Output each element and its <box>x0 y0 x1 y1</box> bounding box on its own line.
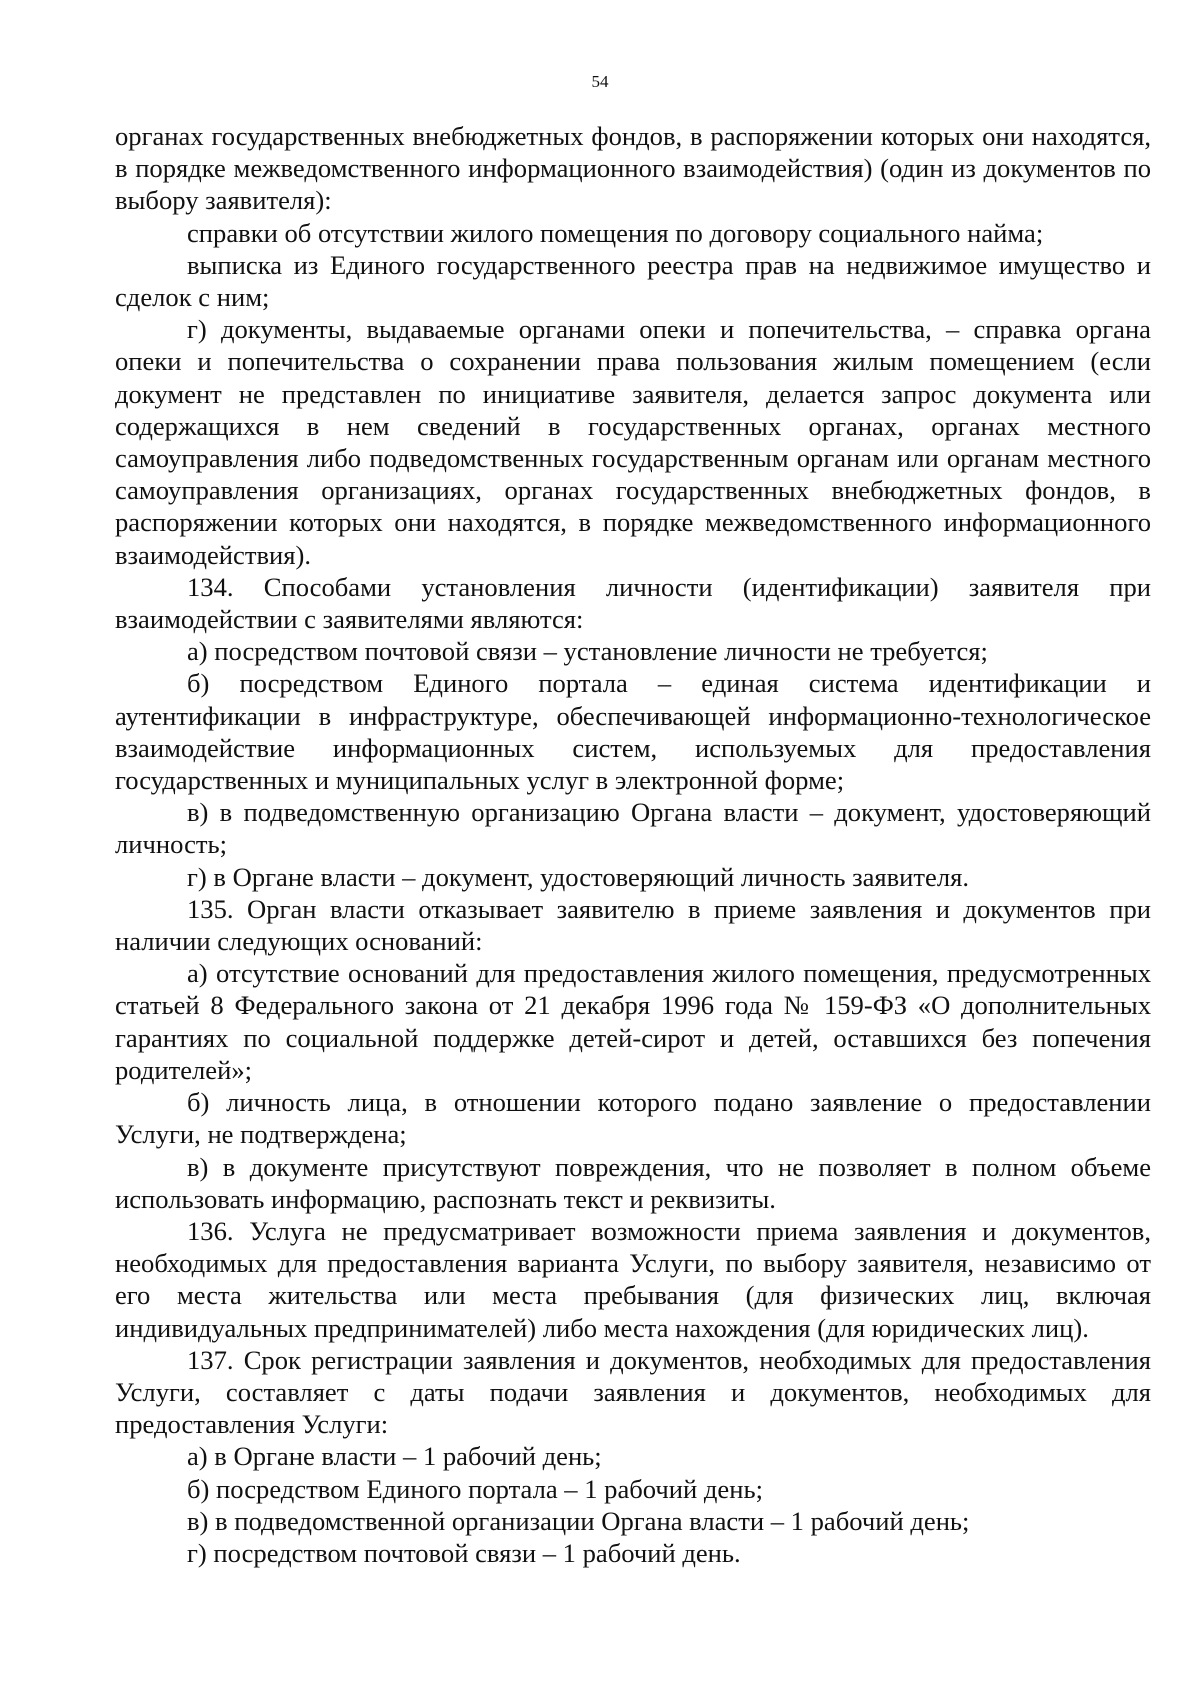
paragraph: а) посредством почтовой связи – установление личности не требуется; <box>187 636 988 667</box>
paragraph: г) документы, выдаваемые органами опеки и попечительства, – справка органа опеки и попечительства о сохранении права пользования жилым помещением (если документ не представлен по инициативе заявителя, делается запрос документа или содержащихся в нем сведений в государственных органах, органах местного самоуправления либо подведомственных государственным органам или органам местного самоуправления организациях, органах государственных внебюджетных фондов, в распоряжении которых они находятся, в порядке межведомственного информационного взаимодействия). <box>115 314 1151 570</box>
paragraph: 135. Орган власти отказывает заявителю в приеме заявления и документов при наличии следующих оснований: <box>115 893 1151 957</box>
paragraph: справки об отсутствии жилого помещения по договору социального найма; <box>187 217 1044 248</box>
page-number: 54 <box>591 72 609 91</box>
paragraph: 134. Способами установления личности (идентификации) заявителя при взаимодействии с заявителями являются: <box>115 571 1151 635</box>
paragraph: а) отсутствие оснований для предоставления жилого помещения, предусмотренных статьей 8 Федерального закона от 21 декабря 1996 года № 159-ФЗ «О дополнительных гарантиях по социальной поддержке детей-сирот и детей, оставшихся без попечения родителей»; <box>115 958 1151 1085</box>
paragraph: 136. Услуга не предусматривает возможности приема заявления и документов, необходимых для предоставления варианта Услуги, по выбору заявителя, независимо от его места жительства или места пребывания (для физических лиц, включая индивидуальных предпринимателей) либо места нахождения (для юридических лиц). <box>115 1215 1151 1343</box>
paragraph: органах государственных внебюджетных фондов, в распоряжении которых они находятся, в порядке межведомственного информационного взаимодействия) (один из документов по выбору заявителя): <box>115 121 1151 216</box>
paragraph: выписка из Единого государственного реестра прав на недвижимое имущество и сделок с ним; <box>115 249 1151 313</box>
paragraph: в) в подведомственной организации Органа власти – 1 рабочий день; <box>187 1505 970 1536</box>
paragraph: г) в Органе власти – документ, удостоверяющий личность заявителя. <box>187 861 969 892</box>
paragraph: в) в документе присутствуют повреждения, что не позволяет в полном объеме использовать информацию, распознать текст и реквизиты. <box>115 1151 1151 1214</box>
paragraph: а) в Органе власти – 1 рабочий день; <box>187 1441 602 1472</box>
paragraph: б) посредством Единого портала – единая система идентификации и аутентификации в инфраструктуре, обеспечивающей информационно-технологическое взаимодействие информационных систем, используемых для предоставления государственных и муниципальных услуг в электронной форме; <box>115 668 1151 796</box>
paragraph: г) посредством почтовой связи – 1 рабочий день. <box>187 1537 741 1568</box>
paragraph: б) личность лица, в отношении которого подано заявление о предоставлении Услуги, не подтверждена; <box>115 1087 1151 1150</box>
paragraph: 137. Срок регистрации заявления и документов, необходимых для предоставления Услуги, составляет с даты подачи заявления и документов, необходимых для предоставления Услуги: <box>115 1344 1151 1440</box>
paragraph: б) посредством Единого портала – 1 рабочий день; <box>187 1473 763 1504</box>
paragraph: в) в подведомственную организацию Органа власти – документ, удостоверяющий личность; <box>115 797 1151 860</box>
document-body <box>115 120 1151 1569</box>
